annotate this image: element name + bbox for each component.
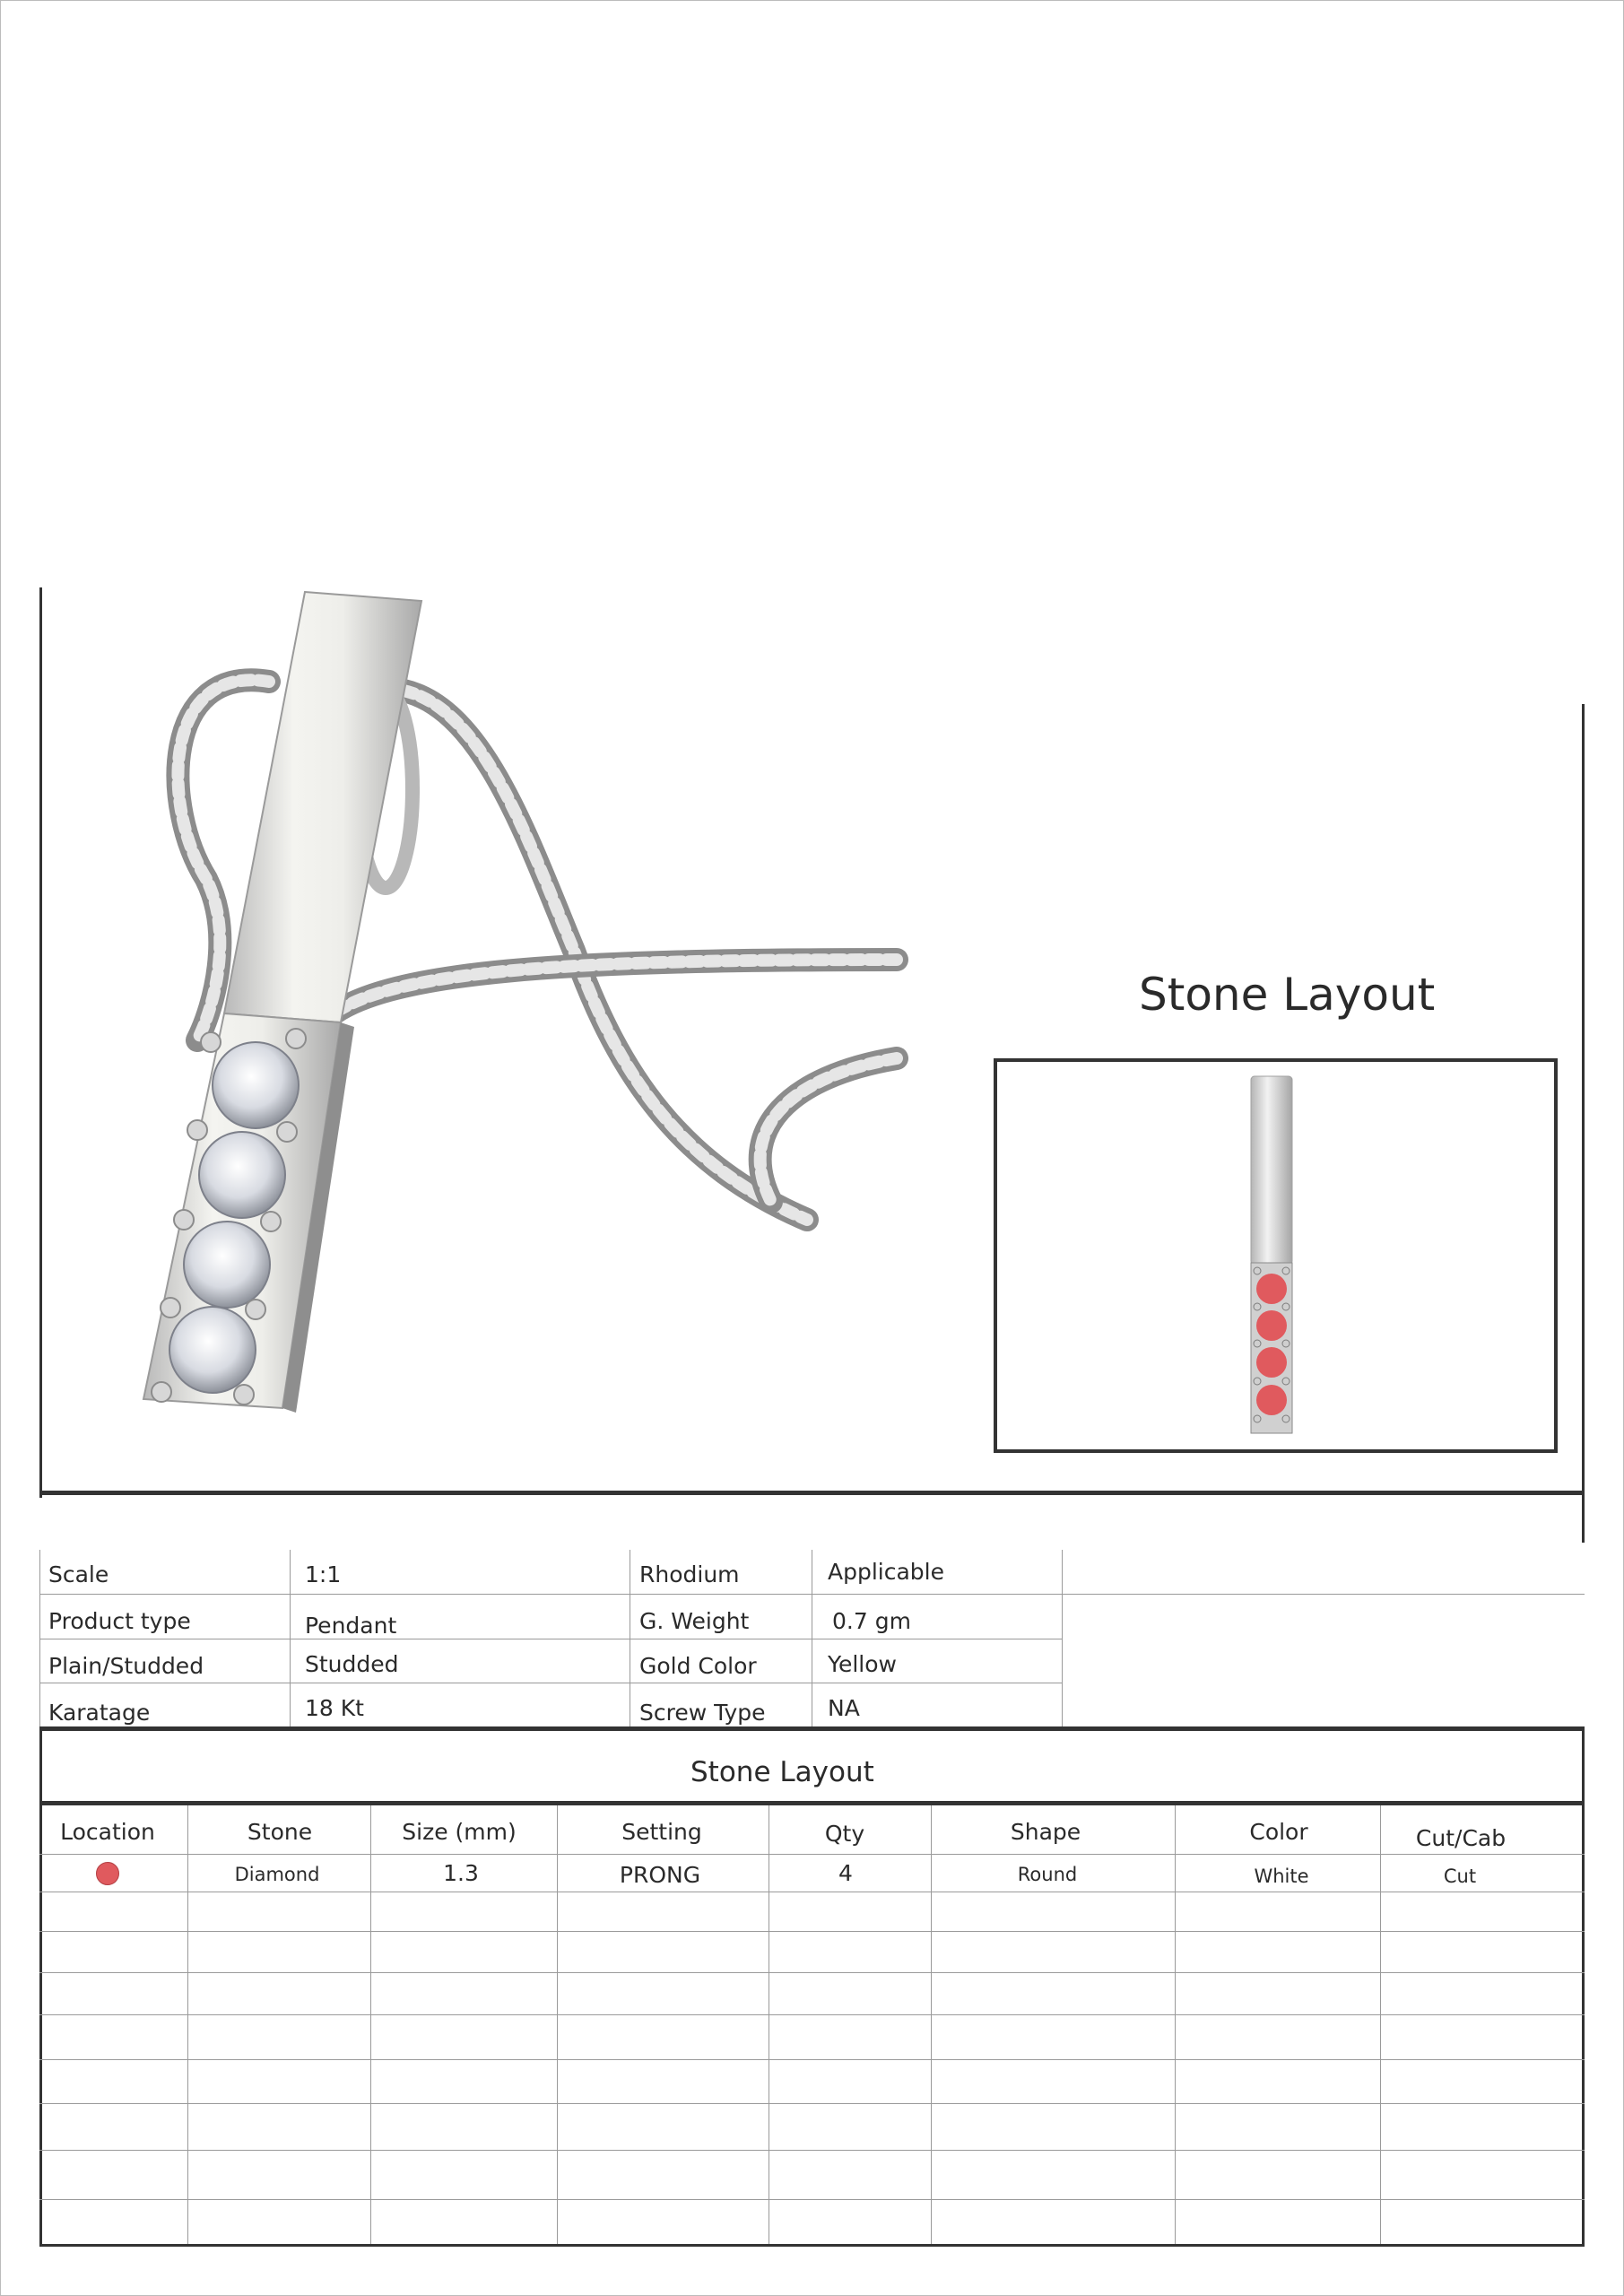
grid-row-line xyxy=(39,2014,1585,2015)
spec-value-plain-studded: Studded xyxy=(305,1651,399,1677)
spec-value-gold-color: Yellow xyxy=(828,1651,897,1677)
grid-row-line xyxy=(39,2199,1585,2200)
spec-label-gweight: G. Weight xyxy=(639,1608,750,1634)
spec-label-plain-studded: Plain/Studded xyxy=(48,1653,204,1679)
cell-setting: PRONG xyxy=(619,1862,701,1888)
col-header-setting: Setting xyxy=(621,1819,702,1845)
cell-size: 1.3 xyxy=(443,1860,479,1886)
col-header-shape: Shape xyxy=(1010,1819,1081,1845)
cell-qty: 4 xyxy=(838,1860,853,1886)
stone-layout-diagram xyxy=(1246,1072,1300,1439)
spec-label-product-type: Product type xyxy=(48,1608,191,1634)
cell-cut: Cut xyxy=(1443,1866,1477,1887)
grid-row-line xyxy=(39,1972,1585,1973)
frame-left-upper xyxy=(39,587,42,1498)
specs-top-line xyxy=(39,1491,1585,1495)
spec-value-rhodium: Applicable xyxy=(828,1559,944,1585)
pendant-product-image xyxy=(108,574,915,1453)
spec-value-product-type: Pendant xyxy=(305,1613,397,1639)
stone-table-header-line xyxy=(39,1801,1585,1805)
col-header-size: Size (mm) xyxy=(402,1819,517,1845)
stone-layout-title: Stone Layout xyxy=(1139,969,1436,1021)
grid-column-line xyxy=(557,1805,558,2244)
spec-value-scale: 1:1 xyxy=(305,1561,342,1587)
col-header-location: Location xyxy=(60,1819,155,1845)
grid-column-line xyxy=(1175,1805,1176,2244)
grid-row-line xyxy=(39,1931,1585,1932)
grid-row-line xyxy=(39,1854,1585,1855)
col-header-stone: Stone xyxy=(247,1819,313,1845)
stone-table-top-line xyxy=(39,1726,1585,1731)
grid-column-line xyxy=(370,1805,371,2244)
spec-label-karatage: Karatage xyxy=(48,1700,151,1726)
cell-shape: Round xyxy=(1017,1864,1078,1885)
spec-value-gweight: 0.7 gm xyxy=(832,1608,911,1634)
spec-value-screw-type: NA xyxy=(828,1695,860,1721)
cell-color: White xyxy=(1254,1866,1309,1887)
grid-column-line xyxy=(931,1805,932,2244)
grid-column-line xyxy=(1380,1805,1381,2244)
spec-label-scale: Scale xyxy=(48,1561,109,1587)
cell-stone: Diamond xyxy=(234,1864,320,1885)
grid-row-line xyxy=(39,2059,1585,2060)
frame-right-upper xyxy=(1582,704,1585,1543)
spec-label-screw-type: Screw Type xyxy=(639,1700,766,1726)
spec-value-karatage: 18 Kt xyxy=(305,1695,364,1721)
spec-label-rhodium: Rhodium xyxy=(639,1561,740,1587)
col-header-qty: Qty xyxy=(824,1821,865,1847)
stone-table-title: Stone Layout xyxy=(690,1756,874,1788)
grid-row-line xyxy=(39,2103,1585,2104)
grid-column-line xyxy=(187,1805,188,2244)
location-marker xyxy=(96,1862,119,1885)
grid-row-line xyxy=(39,2150,1585,2151)
spec-label-gold-color: Gold Color xyxy=(639,1653,757,1679)
stone-table-bottom-line xyxy=(39,2244,1585,2247)
col-header-color: Color xyxy=(1249,1819,1308,1845)
col-header-cut: Cut/Cab xyxy=(1415,1825,1507,1851)
